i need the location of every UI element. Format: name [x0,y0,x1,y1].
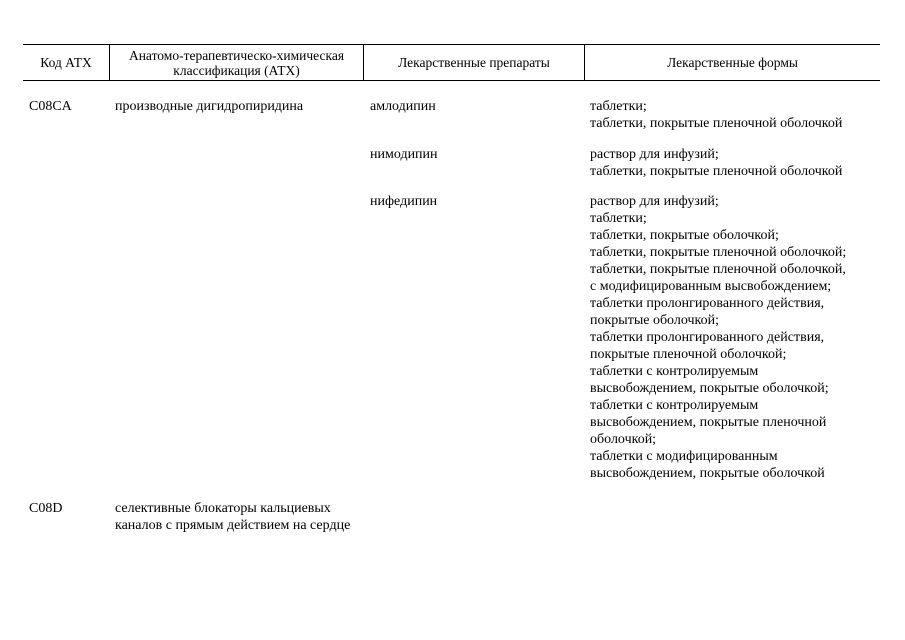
row-forms: таблетки; таблетки, покрытые пленочной оболочкой [590,99,843,131]
row-code: C08CA [29,99,72,114]
header-classification: Анатомо-терапевтическо-химическая классификация (АТХ) [110,45,364,80]
row-forms: раствор для инфузий; таблетки; таблетки, покрытые оболочкой; таблетки, покрытые пленочной оболочкой; таблетки, покрытые пленочной оболочкой, с модифицированным высвобождением; таблетки пролонгированного действия, покрытые оболочкой; таблетки пролонгированного действия, покрытые пленочной оболочкой; таблетки с контролируемым высвобождением, покрытые оболочкой; таблетки с контролируемым высвобождением, покрытые пленочной оболочкой; таблетки с модифицированным высвобождением, покрытые оболочкой [590,194,847,481]
row-code: C08D [29,501,63,516]
row-drug: амлодипин [370,99,436,114]
row-forms: раствор для инфузий; таблетки, покрытые пленочной оболочкой [590,147,843,179]
row-drug: нифедипин [370,194,438,209]
row-classification: селективные блокаторы кальциевых каналов с прямым действием на сердце [115,501,351,533]
header-code: Код АТХ [23,45,110,80]
header-forms: Лекарственные формы [667,55,798,70]
header-bottom-rule [23,80,880,81]
row-classification: производные дигидропиридина [115,99,304,114]
header-drugs: Лекарственные препараты [364,45,585,80]
row-drug: нимодипин [370,147,438,162]
